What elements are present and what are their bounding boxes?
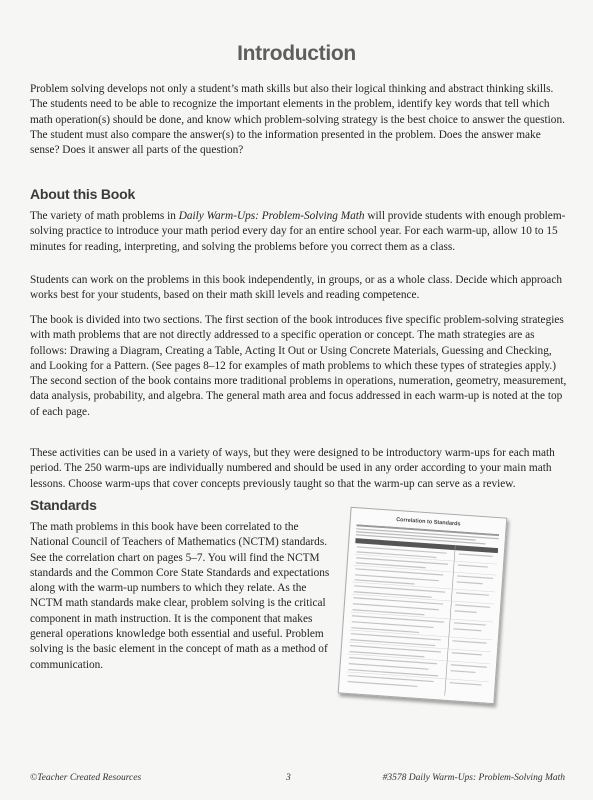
about-paragraph-2: Students can work on the problems in this book independently, in groups, or as a whole class. Decide which approach works best for your students, based on their math skill levels and reading competence. xyxy=(30,274,562,302)
about-p1-before: The variety of math problems in xyxy=(30,210,179,222)
footer-book-title: #3578 Daily Warm-Ups: Problem-Solving Math xyxy=(382,773,565,783)
standards-heading: Standards xyxy=(30,497,97,513)
thumbnail-title: Correlation to Standards xyxy=(395,516,461,528)
standards-paragraph: The math problems in this book have been correlated to the National Council of Teachers of Mathematics (NCTM) standards. See the correlation chart on pages 5–7. You will find the NCTM standards and the Common Core State Standards and expectations along with the warm-up numbers to which they relate. As the NCTM math standards make clear, problem solving is the critical component in math instruction. It is the component that makes general operations knowledge both essential and useful. Problem solving is the basic element in the concept of math as a method of communication. xyxy=(30,521,330,671)
footer-page-number: 3 xyxy=(286,773,291,783)
about-paragraph-4: These activities can be used in a variety of ways, but they were designed to be introductory warm-ups for each math period. The 250 warm-ups are individually numbered and should be used in any order according to your main math lessons. Choose warm-ups that cover concepts previously taught so that the warm-up can serve as a review. xyxy=(30,447,555,490)
intro-paragraph: Problem solving develops not only a student’s math skills but also their logical thinking and abstract thinking skills. The students need to be able to recognize the important elements in the problem, identify key words that tell which math operation(s) should be done, and know which problem-solving strategy is the best choice to answer the question. The student must also compare the answer(s) to the information presented in the problem. Does the answer make sense? Does it answer all parts of the question? xyxy=(30,83,565,157)
about-heading: About this Book xyxy=(30,186,136,202)
about-p1-after: will provide students with enough problem-solving practice to introduce your math period every day for an entire school year. For each warm-up, allow 10 to 15 minutes for reading, interpreting, and solving the problems before you correct them as a class. xyxy=(30,210,566,253)
correlation-chart-thumbnail xyxy=(332,512,522,712)
book-title-italic: Daily Warm-Ups: Problem-Solving Math xyxy=(178,210,365,222)
footer-copyright: ©Teacher Created Resources xyxy=(30,773,142,783)
thumbnail-table-graphic xyxy=(345,524,499,699)
thumbnail-page xyxy=(338,507,508,704)
about-paragraph-1 xyxy=(30,209,570,255)
page-title: Introduction xyxy=(237,42,356,65)
about-paragraph-3: The book is divided into two sections. The first section of the book introduces five specific problem-solving strategies with math problems that are not directly addressed to a specific operation or concept. The math strategies are as follows: Drawing a Diagram, Creating a Table, Acting It Out or Using Concrete Materials, Guessing and Checking, and Looking for a Pattern. (See pages 8–12 for examples of math problems to which these types of strategies apply.) The second section of the book contains more traditional problems in operations, numeration, geometry, measurement, data analysis, probability, and algebra. The general math area and focus addressed in each warm-up is noted at the top of each page. xyxy=(30,314,567,418)
